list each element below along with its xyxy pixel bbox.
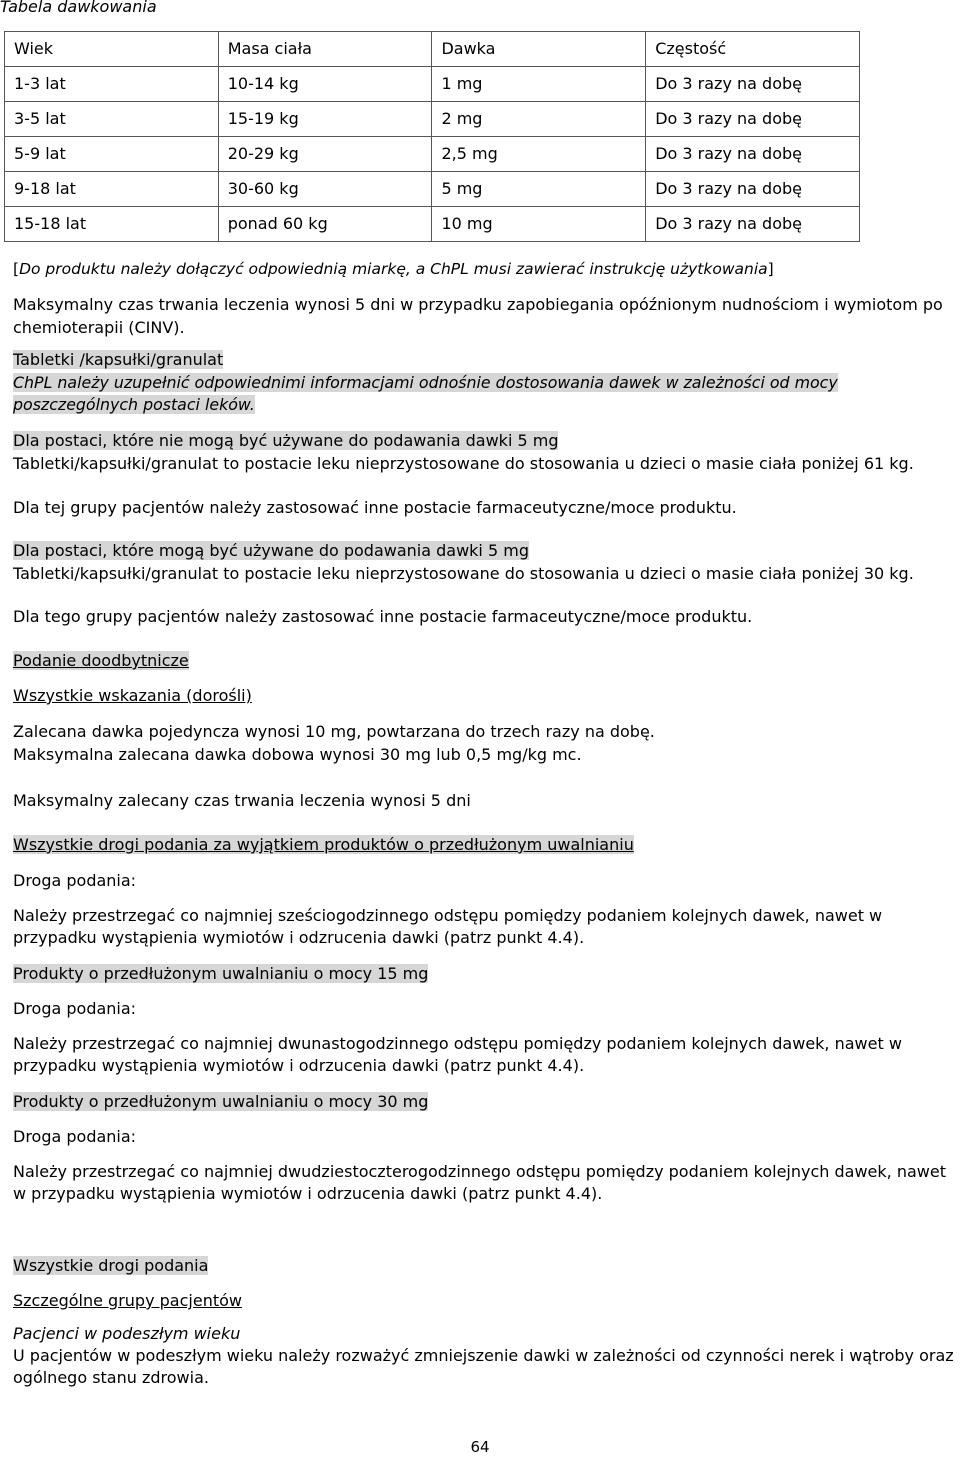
table-cell: Do 3 razy na dobę <box>646 207 860 242</box>
table-cell: 9-18 lat <box>5 172 219 207</box>
section-text: Tabletki/kapsułki/granulat to postacie leku nieprzystosowane do stosowania u dzieci o masie ciała poniżej 61 kg. <box>13 454 914 473</box>
tablets-heading: Tabletki /kapsułki/granulat <box>13 350 224 369</box>
route-heading: Wszystkie drogi podania za wyjątkiem produktów o przedłużonym uwalnianiu <box>13 835 634 854</box>
table-row <box>5 207 860 242</box>
table-cell: ponad 60 kg <box>218 207 432 242</box>
table-cell: 20-29 kg <box>218 137 432 172</box>
table-header-row <box>5 32 860 67</box>
all-routes-heading: Wszystkie drogi podania <box>13 1256 209 1275</box>
table-cell: 30-60 kg <box>218 172 432 207</box>
rectal-dose-line: Zalecana dawka pojedyncza wynosi 10 mg, powtarzana do trzech razy na dobę. <box>13 722 655 741</box>
table-header-cell: Masa ciała <box>218 32 432 67</box>
bracket-note <box>13 258 956 280</box>
table-row <box>5 102 860 137</box>
table-cell: 3-5 lat <box>5 102 219 137</box>
route-heading: Produkty o przedłużonym uwalnianiu o mocy 15 mg <box>13 964 429 983</box>
bracket-open: [ <box>13 260 20 278</box>
section-heading-no-5mg: Dla postaci, które nie mogą być używane do podawania dawki 5 mg <box>13 431 559 450</box>
elderly-text: U pacjentów w podeszłym wieku należy rozważyć zmniejszenie dawki w zależności od czynności nerek i wątroby oraz ogólnego stanu zdrowia. <box>13 1346 954 1387</box>
table-cell: Do 3 razy na dobę <box>646 102 860 137</box>
table-cell: 2 mg <box>432 102 646 137</box>
table-header-cell: Wiek <box>5 32 219 67</box>
table-row <box>5 172 860 207</box>
route-label: Droga podania: <box>13 871 137 890</box>
route-text: Należy przestrzegać co najmniej dwudziestoczterogodzinnego odstępu pomiędzy podaniem kolejnych dawek, nawet w przypadku wystąpienia wymiotów i odrzucenia dawki (patrz punkt 4.4). <box>13 1162 946 1203</box>
table-caption: Tabela dawkowania <box>0 0 157 16</box>
section-text: Dla tego grupy pacjentów należy zastosować inne postacie farmaceutyczne/moce produktu. <box>13 607 753 626</box>
table-header-cell: Częstość <box>646 32 860 67</box>
all-indications-heading: Wszystkie wskazania (dorośli) <box>13 686 252 705</box>
table-cell: 5 mg <box>432 172 646 207</box>
section-text: Dla tej grupy pacjentów należy zastosować inne postacie farmaceutyczne/moce produktu. <box>13 498 737 517</box>
table-cell: 15-18 lat <box>5 207 219 242</box>
route-text: Należy przestrzegać co najmniej dwunastogodzinnego odstępu pomiędzy podaniem kolejnych dawek, nawet w przypadku wystąpienia wymiotów i odrzucenia dawki (patrz punkt 4.4). <box>13 1034 902 1075</box>
rectal-dose-line: Maksymalna zalecana dawka dobowa wynosi 30 mg lub 0,5 mg/kg mc. <box>13 745 582 764</box>
table-cell: 5-9 lat <box>5 137 219 172</box>
table-row <box>5 137 860 172</box>
table-row <box>5 67 860 102</box>
table-cell: 10 mg <box>432 207 646 242</box>
table-cell: 1-3 lat <box>5 67 219 102</box>
route-label: Droga podania: <box>13 1127 137 1146</box>
table-cell: 10-14 kg <box>218 67 432 102</box>
table-cell: Do 3 razy na dobę <box>646 67 860 102</box>
tablets-note: ChPL należy uzupełnić odpowiednimi informacjami odnośnie dostosowania dawek w zależności od mocy poszczególnych postaci leków. <box>13 373 838 414</box>
elderly-heading: Pacjenci w podeszłym wieku <box>13 1324 241 1343</box>
page-number: 64 <box>470 1438 490 1456</box>
section-heading-5mg: Dla postaci, które mogą być używane do podawania dawki 5 mg <box>13 541 529 560</box>
table-cell: Do 3 razy na dobę <box>646 172 860 207</box>
bracket-close: ] <box>767 260 774 278</box>
table-cell: 2,5 mg <box>432 137 646 172</box>
bracket-note-text: Do produktu należy dołączyć odpowiednią miarkę, a ChPL musi zawierać instrukcję użytkowania <box>19 260 768 278</box>
dosing-table <box>4 31 860 242</box>
rectal-heading: Podanie doodbytnicze <box>13 651 189 670</box>
table-cell: 1 mg <box>432 67 646 102</box>
section-text: Tabletki/kapsułki/granulat to postacie leku nieprzystosowane do stosowania u dzieci o masie ciała poniżej 30 kg. <box>13 564 914 583</box>
route-label: Droga podania: <box>13 999 137 1018</box>
rectal-duration: Maksymalny zalecany czas trwania leczenia wynosi 5 dni <box>13 791 471 810</box>
table-header-cell: Dawka <box>432 32 646 67</box>
max-duration-paragraph: Maksymalny czas trwania leczenia wynosi 5 dni w przypadku zapobiegania opóźnionym nudnościom i wymiotom po chemioterapii (CINV). <box>13 295 943 337</box>
special-groups-heading: Szczególne grupy pacjentów <box>13 1291 242 1310</box>
table-cell: Do 3 razy na dobę <box>646 137 860 172</box>
route-text: Należy przestrzegać co najmniej sześciogodzinnego odstępu pomiędzy podaniem kolejnych dawek, nawet w przypadku wystąpienia wymiotów i odzrucenia dawki (patrz punkt 4.4). <box>13 906 883 947</box>
route-heading: Produkty o przedłużonym uwalnianiu o mocy 30 mg <box>13 1092 429 1111</box>
table-cell: 15-19 kg <box>218 102 432 137</box>
